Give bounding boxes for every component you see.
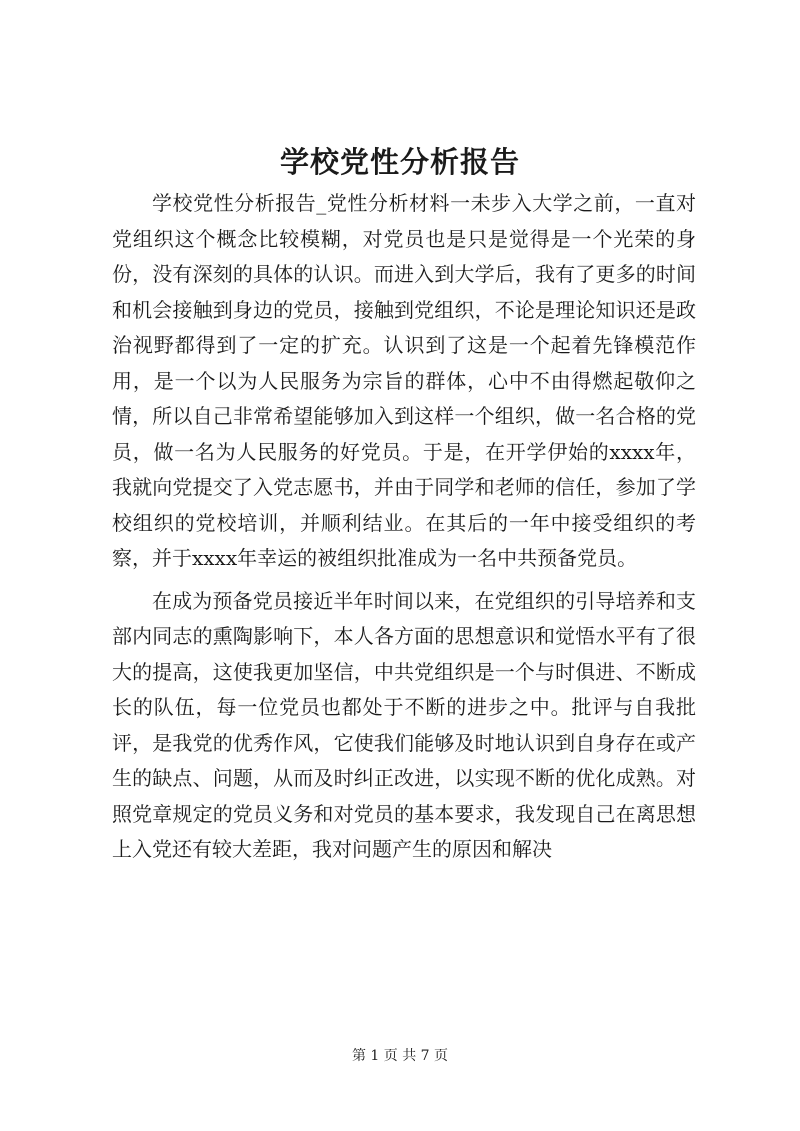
document-body (112, 186, 696, 868)
page-footer: 第 1 页 共 7 页 (351, 1048, 449, 1064)
document-title: 学校党性分析报告 (279, 145, 520, 179)
paragraph-2: 在成为预备党员接近半年时间以来，在党组织的引导培养和支部内同志的熏陶影响下，本人各方面的思想意识和觉悟水平有了很大的提高，这使我更加坚信，中共党组织是一个与时俱进、不断成长的队伍，每一位党员也都处于不断的进步之中。批评与自我批评，是我党的优秀作风，它使我们能够及时地认识到自身存在或产生的缺点、问题，从而及时纠正改进，以实现不断的优化成熟。对照党章规定的党员义务和对党员的基本要求，我发现自己在离思想上入党还有较大差距，我对问题产生的原因和解决 (112, 588, 696, 861)
paragraph-1: 学校党性分析报告_党性分析材料一未步入大学之前，一直对党组织这个概念比较模糊，对党员也是只是觉得是一个光荣的身份，没有深刻的具体的认识。而进入到大学后，我有了更多的时间和机会接触到身边的党员，接触到党组织，不论是理论知识还是政治视野都得到了一定的扩充。认识到了这是一个起着先锋模范作用，是一个以为人民服务为宗旨的群体，心中不由得燃起敬仰之情，所以自己非常希望能够加入到这样一个组织，做一名合格的党员，做一名为人民服务的好党员。于是，在开学伊始的xxxx年，我就向党提交了入党志愿书，并由于同学和老师的信任，参加了学校组织的党校培训，并顺利结业。在其后的一年中接受组织的考察，并于xxxx年幸运的被组织批准成为一名中共预备党员。 (112, 191, 696, 570)
